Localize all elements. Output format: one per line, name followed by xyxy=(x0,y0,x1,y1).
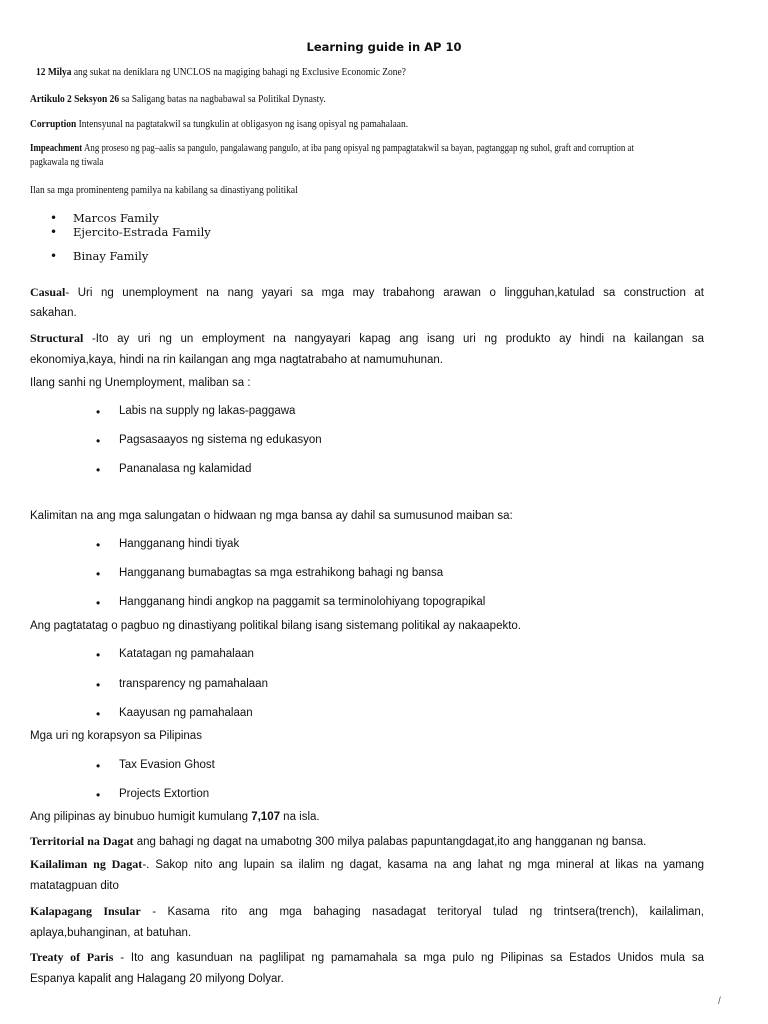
list-item: • transparency ng pamahalaan xyxy=(119,678,268,690)
list-item: • Marcos Family xyxy=(73,211,159,225)
list-item: • Hangganang hindi angkop na paggamit sa terminolohiyang topograpikal xyxy=(119,596,485,608)
casual-line-2: sakahan. xyxy=(30,307,77,319)
families-intro: Ilan sa mga prominenteng pamilya na kabilang sa dinastiyang politikal xyxy=(30,184,298,196)
list-item: • Pagsasaayos ng sistema ng edukasyon xyxy=(119,434,322,446)
kalapagang-line-2: aplaya,buhanginan, at batuhan. xyxy=(30,927,192,939)
list-item: • Projects Extortion xyxy=(119,788,209,800)
kailaliman-line-1: Kailaliman ng Dagat-. Sakop nito ang lupain sa ilalim ng dagat, kasama na ang lahat ng mga mineral at likas na yamang xyxy=(30,857,704,871)
structural-line-1: Structural -Ito ay uri ng un employment na nangyayari kapag ang isang uri ng produkto ay hindi na kailangan sa xyxy=(30,331,704,345)
definition-corruption: Corruption Intensyunal na pagtatakwil sa tungkulin at obligasyon ng isang opisyal ng pamahalaan. xyxy=(30,118,409,130)
definition-impeachment: Impeachment Ang proseso ng pag–aalis sa pangulo, pangalawang pangulo, at iba pang opisyal ng pampagtatakwil sa bayan, pagtanggap ng suhol, graft and corruption at xyxy=(30,143,634,154)
definition-12-milya: 12 Milya ang sukat na deniklara ng UNCLOS na magiging bahagi ng Exclusive Economic Zone? xyxy=(36,66,406,78)
list-item: • Katatagan ng pamahalaan xyxy=(119,648,254,660)
casual-line-1: Casual- Uri ng unemployment na nang yayari sa mga may trabahong arawan o lingguhan,katulad sa construction at xyxy=(30,285,704,299)
treaty-line-2: Espanya kapalit ang Halagang 20 milyong Dolyar. xyxy=(30,973,284,985)
conflict-intro: Kalimitan na ang mga salungatan o hidwaan ng mga bansa ay dahil sa sumusunod maiban sa: xyxy=(30,510,513,522)
corruption-intro: Mga uri ng korapsyon sa Pilipinas xyxy=(30,730,202,742)
kalapagang-line-1: Kalapagang Insular - Kasama rito ang mga bahaging nasadagat teritoryal tulad ng trintsera(trench), kailaliman, xyxy=(30,904,704,918)
islands-line: Ang pilipinas ay binubuo humigit kumulang 7,107 na isla. xyxy=(30,811,320,823)
definition-artikulo: Artikulo 2 Seksyon 26 sa Saligang batas na nagbabawal sa Politikal Dynasty. xyxy=(30,93,326,105)
list-item: • Pananalasa ng kalamidad xyxy=(119,463,251,475)
list-item: • Labis na supply ng lakas-paggawa xyxy=(119,405,295,417)
list-item: • Binay Family xyxy=(73,249,148,263)
definition-impeachment-cont: pagkawala ng tiwala xyxy=(30,157,104,168)
treaty-line-1: Treaty of Paris - Ito ang kasunduan na paglilipat ng pamamahala sa mga pulo ng Pilipinas sa Estados Unidos mula sa xyxy=(30,950,704,964)
page-number: / xyxy=(718,996,721,1007)
unemployment-intro: Ilang sanhi ng Unemployment, maliban sa : xyxy=(30,377,251,389)
list-item: • Kaayusan ng pamahalaan xyxy=(119,707,253,719)
list-item: • Tax Evasion Ghost xyxy=(119,759,215,771)
territorial-line: Territorial na Dagat ang bahagi ng dagat na umabotng 300 milya palabas papuntangdagat,ito ang hangganan ng bansa. xyxy=(30,834,647,848)
dynasty-intro: Ang pagtatatag o pagbuo ng dinastiyang politikal bilang isang sistemang politikal ay nakaapekto. xyxy=(30,620,522,632)
list-item: • Hangganang hindi tiyak xyxy=(119,538,239,550)
list-item: • Hangganang bumabagtas sa mga estrahikong bahagi ng bansa xyxy=(119,567,443,579)
structural-line-2: ekonomiya,kaya, hindi na rin kailangan ang mga nagtatrabaho at namumuhunan. xyxy=(30,354,444,366)
list-item: • Ejercito-Estrada Family xyxy=(73,225,211,239)
page-title: Learning guide in AP 10 xyxy=(306,40,462,54)
kailaliman-line-2: matatagpuan dito xyxy=(30,880,119,892)
